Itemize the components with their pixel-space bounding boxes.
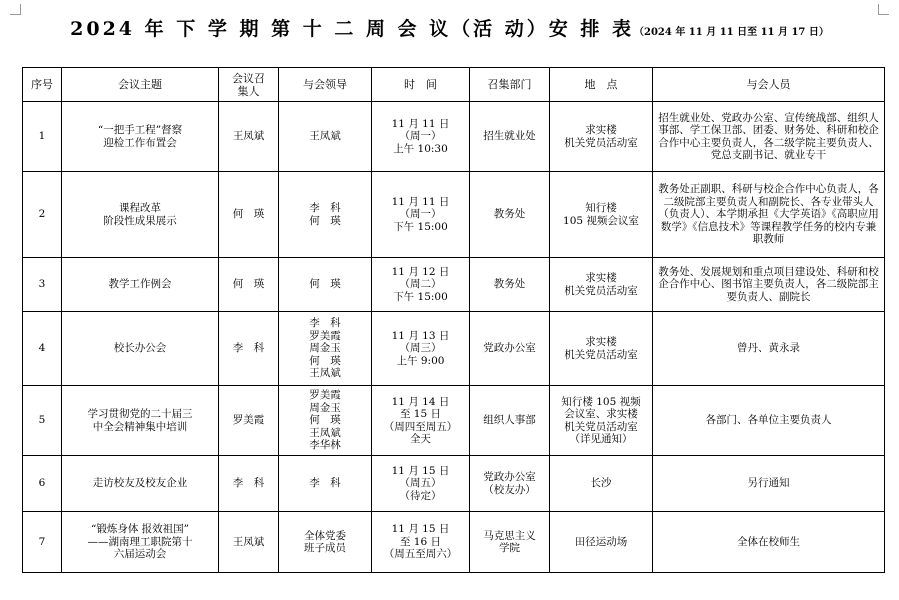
cell-place-line: 会议室、求实楼 — [564, 408, 638, 420]
cell-time-line: 11 月 14 日 — [391, 395, 450, 408]
table-row — [23, 172, 885, 258]
cell-topic-line: ——湖南理工职院第十 — [87, 535, 193, 548]
cell-leaders-line: 全体党委 — [304, 529, 346, 542]
header-topic: 会议主题 — [62, 68, 219, 102]
cell-no: 5 — [23, 386, 62, 456]
cell-leaders — [279, 512, 372, 573]
cell-dept — [470, 386, 550, 456]
cell-convener: 何 瑛 — [219, 258, 279, 312]
cell-time — [372, 312, 470, 386]
document-title — [0, 14, 899, 41]
table-row — [23, 102, 885, 172]
cell-topic — [62, 312, 219, 386]
cell-time-line: （待定） — [399, 489, 442, 502]
cell-place-line: 知行楼 — [585, 202, 617, 214]
cell-leaders-line: 罗美霞 — [309, 329, 341, 342]
cell-place-line: 知行楼 105 视频 — [561, 395, 641, 408]
cell-time-line: 下午 15:00 — [393, 290, 448, 303]
cell-attendees: 全体在校师生 — [653, 512, 885, 573]
cell-dept — [470, 456, 550, 512]
cell-time-line: 下午 15:00 — [393, 220, 448, 233]
cell-place — [550, 386, 653, 456]
cell-no: 2 — [23, 172, 62, 258]
cell-leaders-line: 李 科 — [309, 317, 341, 330]
cell-time — [372, 102, 470, 172]
cell-time-line: 11 月 11 日 — [391, 195, 450, 208]
cell-leaders-line: 李 科 — [309, 477, 341, 490]
cell-leaders-line: 何 瑛 — [309, 278, 341, 291]
table-row — [23, 312, 885, 386]
cell-place-line: 求实楼 — [585, 336, 617, 348]
cell-leaders-line: 罗美霞 — [309, 389, 341, 402]
cell-leaders-line: 李 科 — [309, 202, 341, 214]
cell-time-line: （周五） — [399, 477, 442, 490]
cell-time-line: （周四至周五） — [383, 420, 458, 433]
cell-dept-line: 马克思主义 — [483, 529, 536, 542]
cell-attendees: 教务处、发展规划和重点项目建设处、科研和校企合作中心、图书馆主要负责人，各二级院部主要负责人、副院长 — [653, 258, 885, 312]
cell-topic-line: 教学工作例会 — [108, 278, 172, 291]
header-time: 时 间 — [372, 68, 470, 102]
cell-time-line: （周二） — [399, 278, 442, 291]
cell-place — [550, 258, 653, 312]
cell-no: 3 — [23, 258, 62, 312]
cell-attendees: 另行通知 — [653, 456, 885, 512]
cell-place — [550, 312, 653, 386]
cell-time — [372, 512, 470, 573]
cell-time-line: 11 月 15 日 — [391, 523, 450, 536]
cell-topic — [62, 512, 219, 573]
cell-attendees: 曾丹、黄永录 — [653, 312, 885, 386]
cell-no: 6 — [23, 456, 62, 512]
cell-place — [550, 456, 653, 512]
cell-place-line: 机关党员活动室 — [564, 136, 638, 149]
cell-place — [550, 512, 653, 573]
cell-dept-line: 教务处 — [493, 208, 526, 221]
title-main: 2024 年 下 学 期 第 十 二 周 会 议（活 动）安 排 表 — [70, 18, 635, 40]
cell-attendees: 各部门、各单位主要负责人 — [653, 386, 885, 456]
cell-leaders — [279, 172, 372, 258]
cell-time-line: （周三） — [399, 342, 442, 355]
header-leaders: 与会领导 — [279, 68, 372, 102]
cell-dept — [470, 312, 550, 386]
cell-topic-line: 走访校友及校友企业 — [92, 477, 188, 490]
cell-topic — [62, 456, 219, 512]
cell-time-line: 全天 — [410, 433, 431, 445]
cell-time-line: 11 月 15 日 — [391, 464, 450, 477]
cell-topic — [62, 172, 219, 258]
cell-leaders-line: 王凤斌 — [309, 426, 341, 439]
cell-leaders — [279, 312, 372, 386]
cell-time-line: 上午 9:00 — [396, 354, 445, 367]
cell-leaders-line: 周金玉 — [309, 342, 341, 355]
cell-topic-line: “锻炼身体 报效祖国” — [90, 523, 190, 536]
cell-topic — [62, 258, 219, 312]
cell-no: 4 — [23, 312, 62, 386]
cell-time — [372, 172, 470, 258]
cell-leaders — [279, 102, 372, 172]
cell-convener: 李 科 — [219, 456, 279, 512]
cell-time-line: （周一） — [399, 130, 442, 143]
title-date-range: （2024 年 11 月 11 日至 11 月 17 日） — [634, 27, 829, 38]
cell-place-line: 105 视频会议室 — [563, 214, 639, 227]
cell-leaders-line: 李华林 — [309, 439, 341, 452]
cell-no: 7 — [23, 512, 62, 573]
cell-place-line: 求实楼 — [585, 124, 617, 136]
cell-time-line: 上午 10:30 — [393, 142, 448, 155]
cell-leaders-line: 周金玉 — [309, 401, 341, 414]
cell-place-line: 机关党员活动室 — [564, 420, 638, 433]
cell-dept-line: 党政办公室 — [483, 471, 536, 483]
header-dept: 召集部门 — [470, 68, 550, 102]
cell-time-line: （周五至周六） — [383, 548, 458, 561]
table-row — [23, 512, 885, 573]
cell-place-line: （详见通知） — [569, 433, 633, 445]
cell-time-line: 11 月 11 日 — [391, 117, 450, 130]
cell-leaders-line: 班子成员 — [304, 542, 346, 554]
cell-time-line: （周一） — [399, 208, 442, 221]
header-attendees: 与会人员 — [653, 68, 885, 102]
table-row — [23, 386, 885, 456]
cell-dept-line: 党政办公室 — [483, 342, 536, 355]
cell-convener: 李 科 — [219, 312, 279, 386]
header-place: 地 点 — [550, 68, 653, 102]
cell-dept — [470, 258, 550, 312]
cell-topic-line: 六届运动会 — [113, 548, 167, 561]
cell-topic — [62, 386, 219, 456]
cell-topic-line: 迎检工作布置会 — [103, 136, 177, 149]
cell-topic — [62, 102, 219, 172]
cell-place — [550, 172, 653, 258]
cell-leaders — [279, 386, 372, 456]
cell-topic-line: “一把手工程”督察 — [97, 124, 183, 136]
table-row — [23, 258, 885, 312]
cell-leaders — [279, 258, 372, 312]
header-convener — [219, 68, 279, 102]
table-row — [23, 456, 885, 512]
cell-convener: 何 瑛 — [219, 172, 279, 258]
cell-dept — [470, 102, 550, 172]
cell-dept — [470, 512, 550, 573]
header-no: 序号 — [23, 68, 62, 102]
cell-place-line: 机关党员活动室 — [564, 284, 638, 297]
cell-convener: 王凤斌 — [219, 102, 279, 172]
table-header-row — [23, 68, 885, 102]
cell-place-line: 求实楼 — [585, 272, 617, 284]
cell-topic-line: 中全会精神集中培训 — [92, 420, 188, 433]
table-body — [23, 102, 885, 573]
cell-time-line: 至 15 日 — [399, 408, 442, 420]
cell-topic-line: 阶段性成果展示 — [103, 214, 177, 227]
cell-dept-line: 学院 — [499, 542, 520, 554]
cell-convener: 罗美霞 — [219, 386, 279, 456]
cell-time-line: 11 月 13 日 — [391, 329, 450, 342]
cell-place-line: 田径运动场 — [574, 535, 628, 548]
cell-no: 1 — [23, 102, 62, 172]
cell-topic-line: 学习贯彻党的二十届三 — [87, 408, 193, 420]
cell-leaders-line: 何 瑛 — [309, 354, 341, 367]
cell-time-line: 11 月 12 日 — [391, 265, 450, 278]
cell-dept-line: （校友办） — [483, 483, 536, 496]
cell-leaders-line: 王凤斌 — [309, 130, 341, 143]
cell-attendees: 招生就业处、党政办公室、宣传统战部、组织人事部、学工保卫部、团委、财务处、科研和校企合作中心主要负责人，各二级学院主要负责人、党总支副书记、就业专干 — [653, 102, 885, 172]
cell-dept-line: 教务处 — [493, 278, 526, 291]
cell-place — [550, 102, 653, 172]
cell-leaders — [279, 456, 372, 512]
cell-leaders-line: 何 瑛 — [309, 214, 341, 227]
cell-topic-line: 课程改革 — [119, 202, 161, 214]
cell-convener: 王凤斌 — [219, 512, 279, 573]
cell-topic-line: 校长办公会 — [113, 342, 167, 355]
cell-dept-line: 招生就业处 — [483, 130, 536, 143]
cell-time-line: 至 16 日 — [399, 535, 442, 548]
header-convener-label: 会议召集人 — [232, 71, 265, 98]
cell-time — [372, 456, 470, 512]
schedule-table — [22, 67, 885, 573]
cell-place-line: 机关党员活动室 — [564, 348, 638, 361]
cell-attendees: 教务处正副职、科研与校企合作中心负责人，各二级院部主要负责人和副院长、各专业带头人（负责人）、本学期承担《大学英语》《高职应用数学》《信息技术》等课程教学任务的校内专兼职教师 — [653, 172, 885, 258]
cell-leaders-line: 何 瑛 — [309, 414, 341, 427]
cell-time — [372, 386, 470, 456]
cell-dept-line: 组织人事部 — [483, 414, 536, 427]
cell-time — [372, 258, 470, 312]
cell-leaders-line: 王凤斌 — [309, 367, 341, 380]
cell-dept — [470, 172, 550, 258]
cell-place-line: 长沙 — [590, 477, 612, 490]
